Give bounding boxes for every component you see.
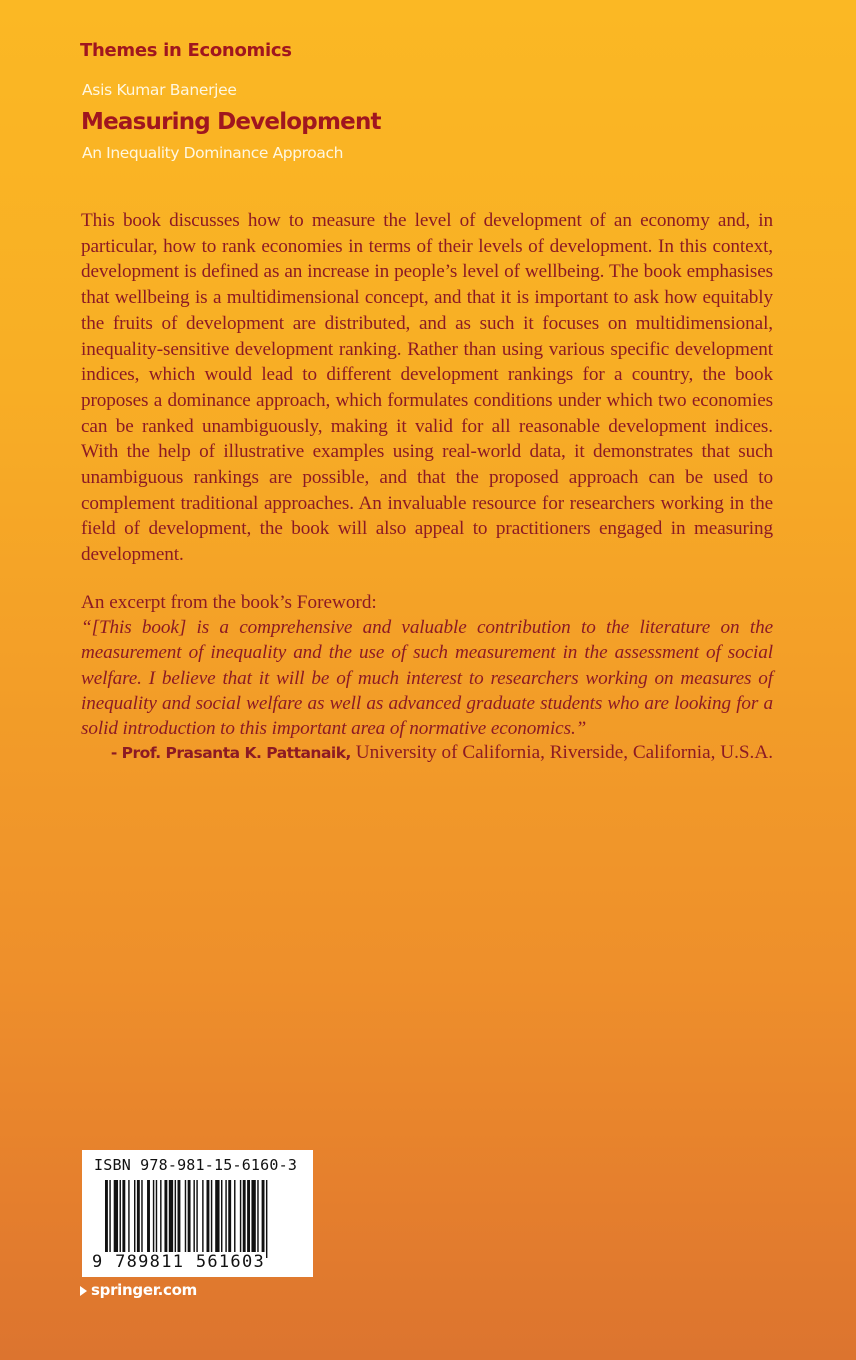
barcode-bar — [193, 1180, 194, 1258]
barcode-bar — [109, 1180, 110, 1258]
barcode-digits: 9 789811 561603 — [92, 1252, 266, 1272]
barcode-bar — [128, 1180, 129, 1258]
barcode-bar — [221, 1180, 222, 1258]
barcode-bar — [240, 1180, 241, 1258]
barcode-bar — [156, 1180, 157, 1258]
barcode-bar — [160, 1180, 161, 1258]
barcode-bar — [141, 1180, 142, 1258]
barcode-bar — [257, 1180, 258, 1258]
barcode-bar — [114, 1180, 118, 1258]
barcode-bar — [196, 1180, 197, 1258]
barcode-bar — [178, 1180, 181, 1258]
isbn-barcode — [82, 1150, 313, 1277]
barcode-bar — [169, 1180, 173, 1258]
barcode-bar — [164, 1180, 167, 1258]
barcode-bar — [243, 1180, 246, 1258]
barcode-bar — [215, 1180, 219, 1258]
barcode-bar — [105, 1180, 108, 1258]
barcode-bar — [147, 1180, 150, 1258]
barcode-bar — [247, 1180, 250, 1258]
attribution-name: - Prof. Prasanta K. Pattanaik, — [110, 744, 351, 762]
barcode-bar — [137, 1180, 140, 1258]
publisher-website-link[interactable] — [80, 1281, 197, 1299]
quote-attribution — [0, 740, 773, 767]
foreword-quote: “[This book] is a comprehensive and valuable contribution to the literature on the measurement of inequality and the use of such measurement in the assessment of social welfare. I believe that it will be of much interest to researchers working on measures of inequality and social welfare as well as advanced graduate students who are looking for a solid introduction to this important area of normative economics.” — [81, 617, 773, 740]
barcode-bar — [188, 1180, 191, 1258]
attribution-affiliation: University of California, Riverside, California, U.S.A. — [350, 742, 773, 763]
author-name: Asis Kumar Banerjee — [82, 81, 237, 99]
excerpt-intro: An excerpt from the book’s Foreword: — [81, 592, 377, 613]
barcode-bar — [234, 1180, 235, 1258]
barcode-bar — [202, 1180, 203, 1258]
book-subtitle: An Inequality Dominance Approach — [82, 144, 344, 162]
barcode-bar — [185, 1180, 186, 1258]
book-description: This book discusses how to measure the level of development of an economy and, in particular, how to rank economies in terms of their levels of development. In this context, development is defined as an increase in people’s level of wellbeing. The book emphasises that wellbeing is a multidimensional concept, and that it is important to ask how equitably the fruits of development are distributed, and as such it focuses on multidimensional, inequality-sensitive development ranking. Rather than using various specific development indices, which would lead to different development rankings for a country, the book proposes a dominance approach, which formulates conditions under which two economies can be ranked unambiguously, making it valid for all reasonable development indices. With the help of illustrative examples using real-world data, it demonstrates that such unambiguous rankings are possible, and that the proposed approach can be used to complement traditional approaches. An invaluable resource for researchers working in the field of development, the book will also appeal to practitioners engaged in measuring development. — [81, 210, 773, 566]
barcode-bar — [122, 1180, 125, 1258]
isbn-label: ISBN 978-981-15-6160-3 — [94, 1156, 298, 1174]
barcode-bar — [207, 1180, 210, 1258]
barcode-bar — [153, 1180, 154, 1258]
barcode-bar — [228, 1180, 231, 1258]
barcode-bar — [266, 1180, 267, 1258]
book-title: Measuring Development — [81, 109, 381, 135]
publisher-link-text: springer.com — [91, 1281, 197, 1299]
barcode-bar — [134, 1180, 135, 1258]
barcode-bar — [262, 1180, 265, 1258]
barcode-bar — [211, 1180, 212, 1258]
series-name: Themes in Economics — [80, 40, 292, 61]
barcode-bar — [225, 1180, 226, 1258]
arrow-right-icon — [80, 1286, 87, 1296]
barcode-bar — [120, 1180, 121, 1258]
barcode-bar — [251, 1180, 255, 1258]
barcode-bar — [175, 1180, 176, 1258]
